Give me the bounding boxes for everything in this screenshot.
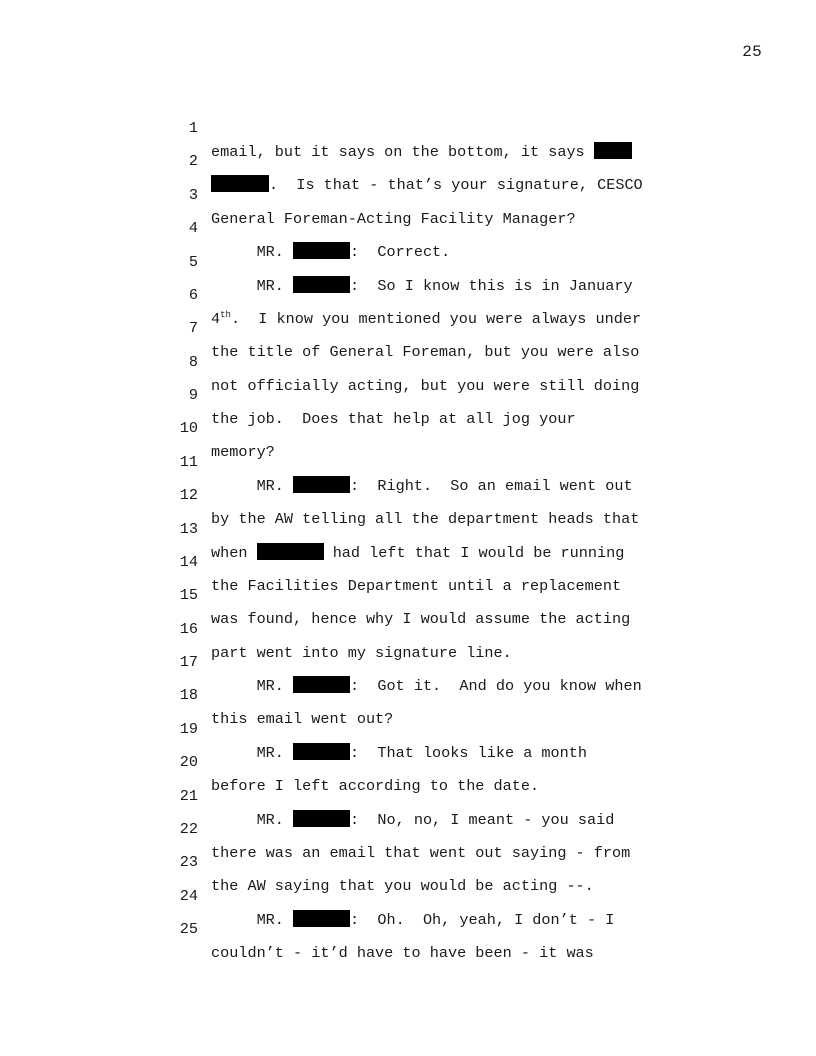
line-text: the AW saying that you would be acting --.: [211, 877, 594, 896]
line-text: there was an email that went out saying - from: [211, 843, 631, 862]
line-text: MR. : Got it. And do you know when: [211, 677, 642, 695]
transcript-line: [170, 693, 690, 762]
line-number: 23: [179, 853, 198, 872]
line-number: 7: [188, 319, 198, 338]
line-text: memory?: [211, 443, 275, 462]
line-number: 12: [179, 486, 198, 505]
transcript-line: [170, 893, 690, 962]
speaker-prefix: MR.: [211, 810, 294, 829]
line-text: . Is that - that’s your signature, CESCO: [211, 173, 643, 197]
line-text: MR. : That looks like a month: [211, 743, 587, 762]
line-number: 2: [188, 152, 198, 171]
line-number: 6: [188, 285, 198, 304]
line-text: by the AW telling all the department heads that: [211, 510, 640, 529]
line-number: 24: [179, 886, 198, 905]
speaker-prefix: MR.: [211, 743, 294, 762]
line-number: 20: [179, 753, 198, 772]
line-number: 19: [179, 719, 198, 738]
line-text: MR. : No, no, I meant - you said: [211, 810, 615, 829]
page-number: 25: [742, 43, 762, 61]
line-text: couldn’t - it’d have to have been - it was: [211, 944, 594, 962]
transcript-line: [170, 159, 690, 228]
transcript-line: [170, 92, 690, 161]
line-text: MR. : Correct.: [211, 243, 451, 262]
line-text: this email went out?: [211, 710, 394, 729]
transcript-line: [170, 292, 690, 362]
line-number: 4: [188, 219, 198, 238]
line-number: 21: [179, 786, 198, 805]
line-text: General Foreman-Acting Facility Manager?: [211, 209, 576, 228]
line-text: MR. : So I know this is in January: [211, 276, 633, 295]
transcript-line: [170, 259, 690, 328]
line-number: 5: [188, 252, 198, 271]
line-number: 16: [179, 619, 198, 638]
transcript-line: [170, 326, 690, 395]
line-number: 8: [188, 352, 198, 371]
line-text: before I left according to the date.: [211, 777, 540, 796]
line-number: 13: [179, 519, 198, 538]
line-text: 4th. I know you mentioned you were always under: [211, 309, 642, 328]
speaker-prefix: MR.: [211, 243, 294, 262]
line-number: 11: [179, 452, 198, 471]
line-text: the title of General Foreman, but you were also: [211, 343, 640, 362]
speaker-prefix: MR.: [211, 276, 294, 295]
transcript-line: [170, 192, 690, 262]
transcript-body: [170, 92, 690, 962]
line-number: 9: [188, 386, 198, 404]
line-text: MR. : Oh. Oh, yeah, I don’t - I: [211, 910, 615, 929]
transcript-line: [170, 359, 690, 428]
speaker-prefix: MR.: [211, 677, 294, 695]
transcript-line: [170, 793, 690, 862]
line-number: 14: [179, 552, 198, 571]
line-text: when had left that I would be running: [211, 543, 625, 562]
line-text: email, but it says on the bottom, it says: [211, 140, 632, 164]
transcript-line: [170, 226, 690, 295]
line-text: the job. Does that help at all jog your: [211, 410, 576, 428]
line-text: was found, hence why I would assume the acting: [211, 610, 631, 629]
ordinal-suffix: th: [220, 309, 231, 320]
line-number: 17: [179, 653, 198, 671]
transcript-line: [170, 526, 690, 595]
line-number: 3: [188, 185, 198, 204]
transcript-line: [170, 426, 690, 495]
line-number: 1: [188, 119, 198, 137]
line-text: part went into my signature line.: [211, 643, 512, 662]
line-number: 22: [179, 819, 198, 838]
speaker-prefix: MR.: [211, 476, 294, 495]
line-number: 10: [179, 419, 198, 438]
speaker-prefix: MR.: [211, 910, 294, 929]
transcript-line: [170, 125, 690, 195]
line-text: MR. : Right. So an email went out: [211, 476, 633, 495]
line-text: the Facilities Department until a replacement: [211, 576, 622, 595]
line-number: 18: [179, 686, 198, 705]
transcript-line: [170, 626, 690, 695]
line-text: not officially acting, but you were still doing: [211, 376, 640, 395]
line-number: 15: [179, 586, 198, 605]
line-number: 25: [179, 920, 198, 938]
